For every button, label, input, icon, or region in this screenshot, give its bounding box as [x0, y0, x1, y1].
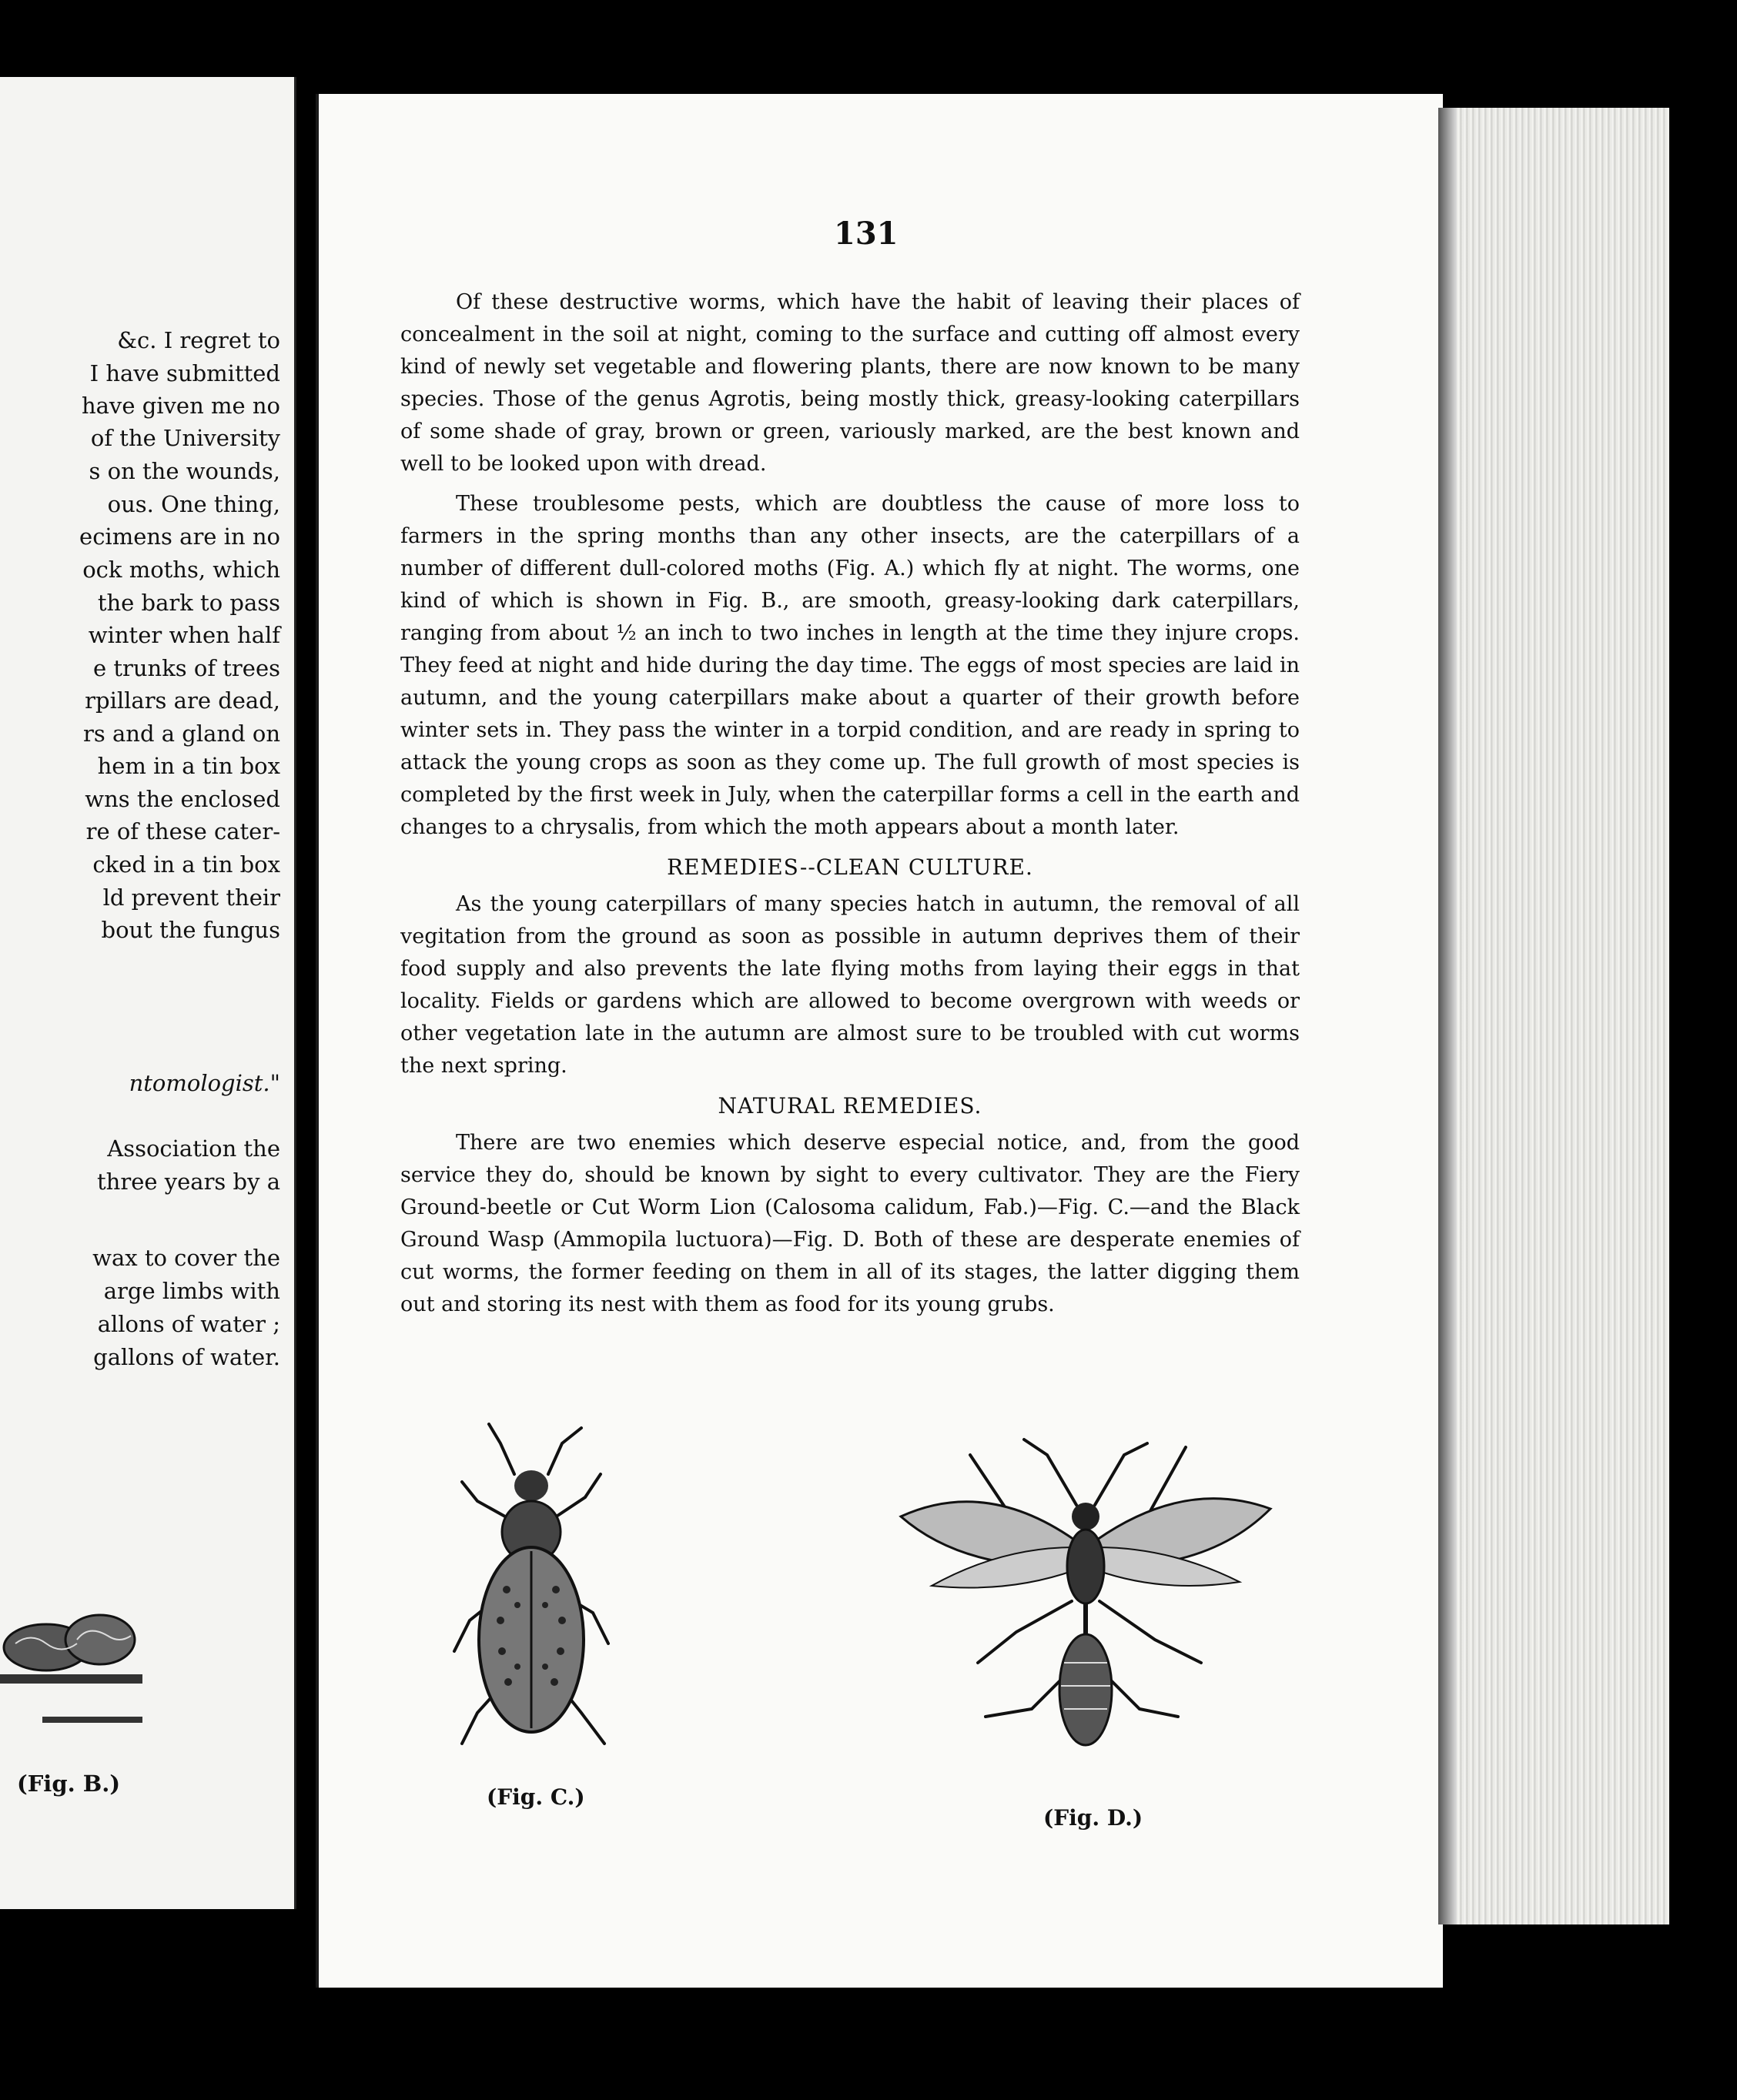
section-heading: NATURAL REMEDIES.	[718, 1093, 982, 1119]
page-edge-stack	[1438, 108, 1669, 1924]
left-page-line: I have submitted	[89, 360, 280, 386]
paragraph: Of these destructive worms, which have the habit of leaving their places of concealment in the soil at night, coming to the surface and cutting off almost every kind of newly set vegetable and flowering plants, there are now known to be many species. Those of the genus Agrotis, being mostly thick, greasy-looking caterpillars of some shade of gray, brown or green, variously marked, are the best known and well to be looked upon with dread.	[400, 290, 1300, 476]
left-page-line: bout the fungus	[101, 917, 280, 943]
paragraph: As the young caterpillars of many species hatch in autumn, the removal of all vegitation from the ground as soon as possible in autumn deprives them of their food supply and also prevents the late flying moths from laying their eggs in that locality. Fields or gardens which are allowed to become overgrown with weeds or other vegetation late in the autumn are almost sure to be troubled with cut worms the next spring.	[400, 892, 1300, 1078]
paragraph: These troublesome pests, which are doubtless the cause of more loss to farmers in the spring months than any other insects, are the caterpillars of a number of different dull-colored moths (Fig. A.) which fly at night. The worms, one kind of which is shown in Fig. B., are smooth, greasy-looking dark caterpillars, ranging from about ½ an inch to two inches in length at the time they injure crops. They feed at night and hide during the day time. The eggs of most species are laid in autumn, and the young caterpillars make about a quarter of their growth before winter sets in. They pass the winter in a torpid condition, and are ready in spring to attack the young crops as soon as they come up. The full growth of most species is completed by the first week in July, when the caterpillar forms a cell in the earth and changes to a chrysalis, from which the moth appears about a month later.	[400, 492, 1300, 839]
fig-c-caption: (Fig. C.)	[487, 1784, 585, 1810]
left-page-line: gallons of water.	[93, 1344, 280, 1370]
left-page-line: &c. I regret to	[117, 327, 280, 353]
ground-wasp-illustration	[893, 1432, 1278, 1786]
left-page-line: ntomologist."	[129, 1070, 280, 1096]
page-edge-shadow	[1438, 108, 1457, 1924]
left-page	[0, 77, 296, 1909]
left-page-line: ous. One thing,	[107, 491, 280, 517]
left-page-line: ock moths, which	[82, 557, 280, 583]
left-page-line: the bark to pass	[97, 590, 280, 616]
left-page-line: hem in a tin box	[97, 753, 280, 779]
left-page-line: arge limbs with	[103, 1278, 280, 1304]
left-page-line: wns the enclosed	[85, 786, 280, 812]
left-page-line: Association the	[107, 1135, 280, 1162]
left-page-line: three years by a	[97, 1169, 280, 1195]
section-heading: REMEDIES--CLEAN CULTURE.	[667, 854, 1033, 880]
left-page-line: of the University	[90, 425, 280, 451]
left-page-line: s on the wounds,	[89, 458, 280, 484]
left-page-line: ld prevent their	[102, 884, 280, 911]
fig-b-caption: (Fig. B.)	[17, 1771, 121, 1797]
left-page-line: e trunks of trees	[92, 655, 280, 681]
page-number: 131	[834, 216, 899, 252]
left-page-line: rpillars are dead,	[85, 687, 280, 714]
left-page-line: allons of water ;	[97, 1311, 280, 1337]
page-body	[400, 286, 1300, 1329]
left-page-line: wax to cover the	[92, 1245, 280, 1271]
left-page-line: cked in a tin box	[92, 851, 280, 878]
ground-beetle-illustration	[416, 1420, 647, 1767]
fig-d-caption: (Fig. D.)	[1043, 1805, 1143, 1831]
left-page-line: have given me no	[81, 393, 280, 419]
paragraph: There are two enemies which deserve especial notice, and, from the good service they do, should be known by sight to every cultivator. They are the Fiery Ground-beetle or Cut Worm Lion (Calosoma calidum, Fab.)—Fig. C.—and the Black Ground Wasp (Ammopila luctuora)—Fig. D. Both of these are desperate enemies of cut worms, the former feeding on them in all of its stages, the latter digging them out and storing its nest with them as food for its young grubs.	[400, 1131, 1300, 1316]
left-page-line: re of these cater-	[85, 818, 280, 844]
left-page-line: rs and a gland on	[83, 721, 280, 747]
left-page-line: ecimens are in no	[79, 523, 280, 550]
left-page-line: winter when half	[88, 622, 280, 648]
fig-b-illustration	[0, 1609, 142, 1747]
